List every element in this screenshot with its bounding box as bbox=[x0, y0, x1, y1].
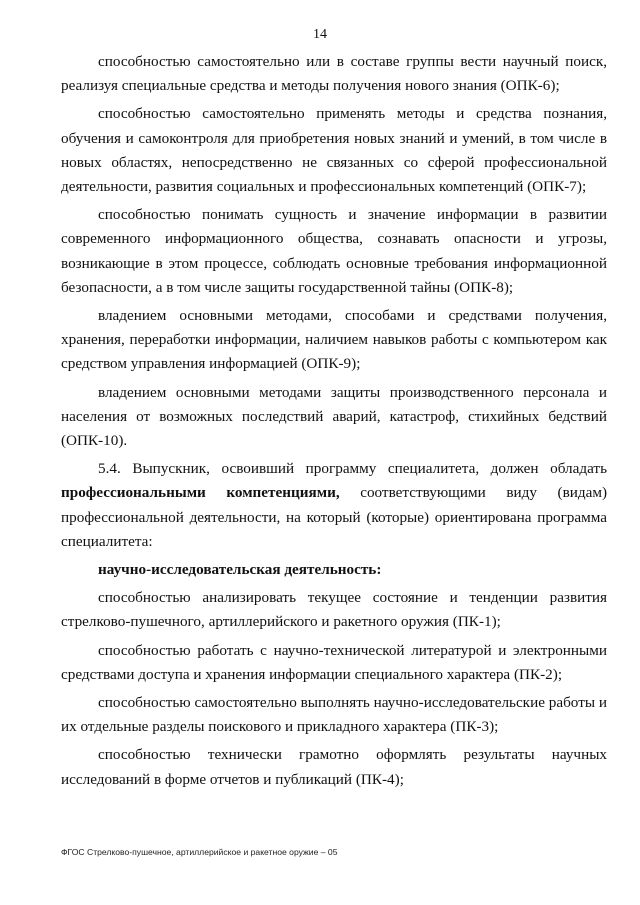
paragraph-5-4-suffix: соответствующими виду (видам) профессиональной деятельности, на который (которые) ориентирована программа специалитета: bbox=[61, 484, 608, 550]
paragraph-opk-7: способностью самостоятельно применять методы и средства познания, обучения и самоконтроля для приобретения новых знаний и умений, в том числе в новых областях, непосредственно не связанных со сферой профессиональной деятельности, развития социальных и профессиональных компетенций (ОПК-7); bbox=[61, 105, 607, 196]
section-heading: научно-исследовательская деятельность: bbox=[98, 561, 382, 579]
paragraph-opk-6: способностью самостоятельно или в составе группы вести научный поиск, реализуя специальные средства и методы получения нового знания (ОПК-6); bbox=[61, 53, 607, 95]
page-number: 14 bbox=[313, 27, 327, 42]
paragraph-pk-2: способностью работать с научно-технической литературой и электронными средствами доступа и хранения информации специального характера (ПК-2); bbox=[61, 641, 607, 683]
page-footer: ФГОС Стрелково-пушечное, артиллерийское и ракетное оружие – 05 bbox=[61, 847, 338, 857]
paragraph-opk-9: владением основными методами, способами и средствами получения, хранения, переработки информации, наличием навыков работы с компьютером как средством управления информацией (ОПК-9); bbox=[61, 307, 607, 373]
paragraph-pk-1: способностью анализировать текущее состояние и тенденции развития стрелково-пушечного, артиллерийского и ракетного оружия (ПК-1); bbox=[61, 589, 607, 631]
paragraph-opk-10: владением основными методами защиты производственного персонала и населения от возможных последствий аварий, катастроф, стихийных бедствий (ОПК-10). bbox=[61, 383, 607, 450]
paragraph-5-4-prefix: 5.4. Выпускник, освоивший программу специалитета, должен обладать bbox=[98, 460, 607, 478]
paragraph-opk-8: способностью понимать сущность и значение информации в развитии современного информационного общества, сознавать опасности и угрозы, возникающие в этом процессе, соблюдать основные требования информационной безопасности, а в том числе защиты государственной тайны (ОПК-8); bbox=[61, 206, 607, 296]
document-body bbox=[61, 50, 607, 796]
paragraph-5-4 bbox=[61, 457, 607, 554]
paragraph-pk-4: способностью технически грамотно оформлять результаты научных исследований в форме отчетов и публикаций (ПК-4); bbox=[61, 746, 607, 788]
paragraph-pk-3: способностью самостоятельно выполнять научно-исследовательские работы и их отдельные разделы поискового и прикладного характера (ПК-3); bbox=[61, 694, 607, 736]
paragraph-5-4-bold: профессиональными компетенциями, bbox=[61, 484, 340, 502]
